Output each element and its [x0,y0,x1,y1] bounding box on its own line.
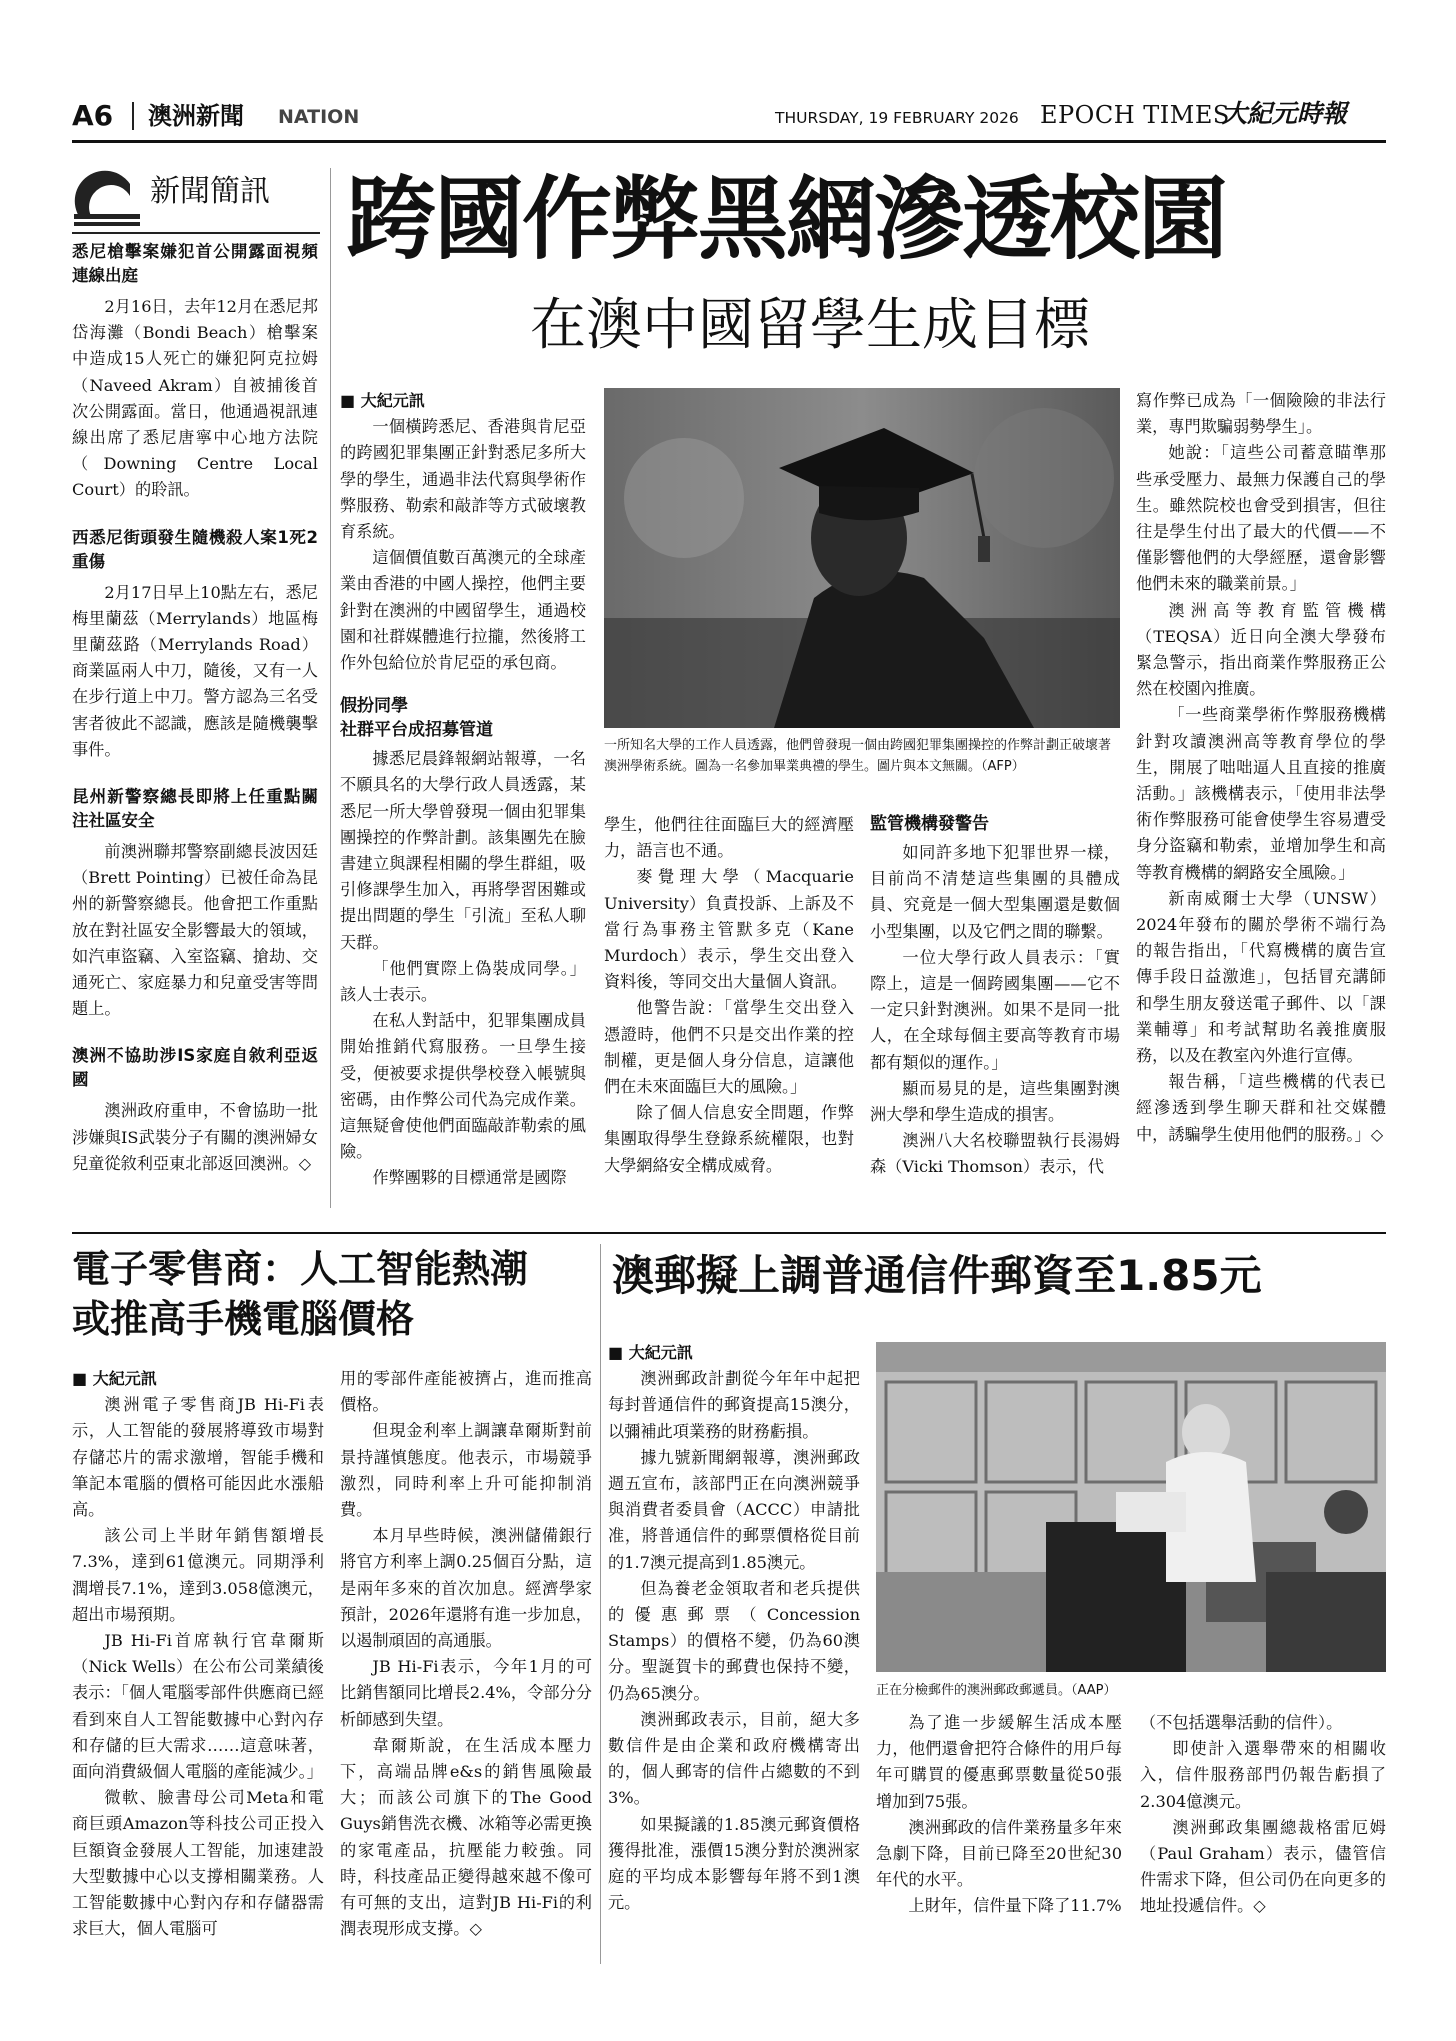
lead-paragraph: 這個價值數百萬澳元的全球產業由香港的中國人操控，他們主要針對在澳洲的中國留學生，通過校園和社群媒體進行拉攏，然後將工作外包給位於肯尼亞的承包商。 [340,548,586,673]
lead-paragraph: 「一些商業學術作弊服務機構針對攻讀澳洲高等教育學位的學生，開展了咄咄逼人且直接的推廣活動。」該機構表示，「使用非法學術作弊服務可能會使學生容易遭受身分盜竊和勒索，並增加學生和高等教育機構的網路安全風險。」 [1136,705,1386,882]
lead-paragraph: 學生，他們往往面臨巨大的經濟壓力，語言也不通。 [604,815,854,861]
story2-paragraph: 韋爾斯說，在生活成本壓力下，高端品牌e&s的銷售風險最大；而該公司旗下的The Good Guys銷售洗衣機、冰箱等必需更換的家電產品，抗壓能力較強。同時，科技產品正變得越來越不像可有可無的支出，這對JB Hi-Fi的利潤表現形成支撐。◇ [340,1735,592,1939]
lead-paragraph: 新南威爾士大學（UNSW）2024年發布的關於學術不端行為的報告指出，「代寫機構的廣告宣傳手段日益激進」，包括冒充講師和學生朋友發送電子郵件、以「課業輔導」和考試幫助名義推廣服務，以及在教室內外進行宣傳。 [1136,888,1386,1066]
lead-paragraph: 作弊團夥的目標通常是國際 [372,1168,567,1188]
lead-photo-caption: 一所知名大學的工作人員透露，他們曾發現一個由跨國犯罪集團操控的作弊計劃正破壞著澳洲學術系統。圖為一名參加畢業典禮的學生。圖片與本文無關。（AFP） [604,738,1112,774]
story3-paragraph: 上財年，信件量下降了11.7% [908,1896,1122,1916]
briefs-column [72,236,318,1177]
story3-paragraph: 澳洲郵政表示，目前，絕大多數信件是由企業和政府機構寄出的，個人郵寄的信件占總數的不到3%。 [608,1709,860,1808]
story2-column-2 [340,1366,592,1942]
lead-paragraph: 「他們實際上偽裝成同學。」該人士表示。 [340,958,586,1005]
lead-subhead-3: 監管機構發警告 [870,814,989,834]
lead-paragraph: 一位大學行政人員表示：「實際上，這是一個跨國集團——它不一定只針對澳洲。如果不是同一批人，在全球每個主要高等教育市場都有類似的運作。」 [870,947,1120,1072]
story2-column-1 [72,1366,324,1942]
story2-paragraph: JB Hi-Fi表示，今年1月的可比銷售額同比增長2.4%，令部分分析師感到失望。 [340,1657,592,1729]
lead-paragraph: 據悉尼晨鋒報網站報導，一名不願具名的大學行政人員透露，某悉尼一所大學曾發現一個由犯罪集團操控的作弊計劃。該集團先在臉書建立與課程相關的學生群組，吸引修課學生加入，再將學習困難或提出問題的學生「引流」至私人聊天群。 [340,749,586,952]
section-label: NATION [278,106,360,128]
story2-paragraph: 但現金利率上調讓韋爾斯對前景持謹慎態度。他表示，市場競爭激烈，同時利率上升可能抑制消費。 [340,1421,592,1520]
lead-paragraph: 他警告說：「當學生交出登入憑證時，他們不只是交出作業的控制權，更是個人身分信息，這讓他們在未來面臨巨大的風險。」 [604,998,854,1097]
briefs-logo [72,170,142,228]
lead-subhead-2-line2: 社群平台成招募管道 [340,720,493,741]
story3-column-2 [876,1710,1122,1920]
story2-headline-line2: 或推高手機電腦價格 [72,1297,415,1341]
brief-title: 西悉尼街頭發生隨機殺人案1死2重傷 [72,527,318,571]
lead-paragraph: 寫作弊已成為「一個險險的非法行業，專門欺騙弱勢學生」。 [1136,391,1386,437]
story3-paragraph: 據九號新聞網報導，澳洲郵政週五宣布，該部門正在向澳洲競爭與消費者委員會（ACCC）申請批准，將普通信件的郵票價格從目前的1.7澳元提高到1.85澳元。 [608,1447,860,1572]
lead-subhead-2-line1: 假扮同學 [340,696,408,717]
story3-paragraph: 但為養老金領取者和老兵提供的優惠郵票（Concession Stamps）的價格不變，仍為60澳分。聖誕賀卡的郵費也保持不變，仍為65澳分。 [608,1578,860,1703]
brief-body: 前澳洲聯邦警察副總長波因廷（Brett Pointing）已被任命為昆州的新警察總長。他會把工作重點放在對社區安全影響最大的領域，如汽車盜竊、入室盜竊、搶劫、交通死亡、家庭暴力和兒童受害等問題上。 [72,842,318,1019]
brief-body: 澳洲政府重申，不會協助一批涉嫌與IS武裝分子有關的澳洲婦女兒童從敘利亞東北部返回澳洲。◇ [72,1101,318,1173]
story3-source: ■ 大紀元訊 [608,1340,860,1366]
lead-column-2 [604,812,854,1179]
lead-paragraph: 她說：「這些公司蓄意瞄準那些承受壓力、最無力保護自己的學生。雖然院校也會受到損害，但往往是學生付出了最大的代價——不僅影響他們的大學經歷，還會影響他們未來的職業前景。」 [1136,443,1386,594]
briefs-heading: 新聞簡訊 [150,174,270,209]
postal-worker-photo [876,1342,1386,1672]
story2-paragraph: 用的零部件產能被擠占，進而推高價格。 [340,1369,592,1415]
graduation-photo [604,388,1120,728]
brief-body: 2月17日早上10點左右，悉尼梅里蘭茲（Merrylands）地區梅里蘭茲路（Merrylands Road）商業區兩人中刀，隨後，又有一人在步行道上中刀。警方認為三名受害者彼此不認識，應該是隨機襲擊事件。 [72,582,318,759]
story2-headline-line1: 電子零售商：人工智能熱潮 [72,1247,529,1291]
postal-worker-photo-image [876,1342,1386,1672]
story2-paragraph: JB Hi-Fi首席執行官韋爾斯（Nick Wells）在公布公司業績後表示：「個人電腦零部件供應商已經看到來自人工智能數據中心對內存和存儲的巨大需求……這意味著，面向消費級個人電腦的產能減少。」 [72,1631,324,1782]
lead-paragraph: 在私人對話中，犯罪集團成員開始推銷代寫服務。一旦學生接受，便被要求提供學校登入帳號與密碼，由作弊公司代為完成作業。這無疑會使他們面臨敲詐勒索的風險。 [340,1011,586,1162]
lead-column-3 [870,812,1120,1181]
lead-source: ■ 大紀元訊 [340,388,586,414]
briefs-heading-rule [72,232,320,234]
briefs-logo-icon [72,170,142,228]
lead-paragraph: 麥覺理大學（Macquarie University）負責投訴、上訴及不當行為事務主管默多克（Kane Murdoch）表示，學生交出登入資料後，等同交出大量個人資訊。 [604,867,854,992]
story3-paragraph: 澳洲郵政集團總裁格雷厄姆（Paul Graham）表示，儘管信件需求下降，但公司仍在向更多的地址投遞信件。◇ [1140,1817,1386,1916]
story2-paragraph: 微軟、臉書母公司Meta和電商巨頭Amazon等科技公司正投入巨額資金發展人工智能，加速建設大型數據中心以支撐相關業務。人工智能數據中心對內存和存儲器需求巨大，個人電腦可 [72,1788,324,1939]
story3-paragraph: 即使計入選舉帶來的相關收入，信件服務部門仍報告虧損了2.304億澳元。 [1140,1739,1386,1811]
brief-title: 澳洲不協助涉IS家庭自敘利亞返國 [72,1046,318,1090]
lead-headline: 跨國作弊黑網滲透校園 [346,166,1226,272]
story2-paragraph: 該公司上半財年銷售額增長7.3%，達到61億澳元。同期淨利潤增長7.1%，達到3.058億澳元，超出市場預期。 [72,1526,324,1624]
section-title: 澳洲新聞 [148,102,244,130]
story3-paragraph: 澳洲郵政的信件業務量多年來急劇下降，目前已降至20世紀30年代的水平。 [876,1817,1122,1890]
graduation-photo-image [604,388,1120,728]
story-divider [600,1244,601,1964]
section-rule [72,1232,1386,1234]
story3-paragraph: 如果擬議的1.85澳元郵資價格獲得批准，漲價15澳分對於澳洲家庭的平均成本影響每年將不到1澳元。 [608,1814,860,1913]
lead-subhead: 在澳中國留學生成目標 [530,293,1090,358]
story2-headline [72,1244,592,1344]
paper-name-en: EPOCH TIMES [1040,101,1230,129]
story2-paragraph: 本月早些時候，澳洲儲備銀行將官方利率上調0.25個百分點，這是兩年多來的首次加息。經濟學家預計，2026年還將有進一步加息，以遏制頑固的高通脹。 [340,1526,592,1651]
lead-paragraph: 一個橫跨悉尼、香港與肯尼亞的跨國犯罪集團正針對悉尼多所大學的學生，通過非法代寫與學術作弊服務、勒索和敲詐等方式破壞教育系統。 [340,417,586,542]
story3-headline: 澳郵擬上調普通信件郵資至1.85元 [612,1251,1262,1300]
story3-paragraph: 為了進一步緩解生活成本壓力，他們還會把符合條件的用戶每年可購買的優惠郵票數量從50張增加到75張。 [876,1713,1122,1811]
lead-subhead-2 [340,694,586,742]
brief-body: 2月16日，去年12月在悉尼邦岱海灘（Bondi Beach）槍擊案中造成15人死亡的嫌犯阿克拉姆（Naveed Akram）自被捕後首次公開露面。當日，他通過視訊連線出席了悉尼唐寧中心地方法院（Downing Centre Local Court）的聆訊。 [72,297,318,500]
brief-title: 昆州新警察總長即將上任重點關注社區安全 [72,787,318,831]
story3-column-3 [1140,1710,1386,1920]
lead-paragraph: 除了個人信息安全問題，作弊集團取得學生登錄系統權限，也對大學網絡安全構成威脅。 [604,1103,854,1175]
briefs-divider [330,168,331,1208]
lead-column-4 [1136,388,1386,1148]
story2-source: ■ 大紀元訊 [72,1366,324,1392]
story2-paragraph: 澳洲電子零售商JB Hi-Fi表示，人工智能的發展將導致市場對存儲芯片的需求激增，智能手機和筆記本電腦的價格可能因此水漲船高。 [72,1395,324,1520]
story3-photo-caption: 正在分檢郵件的澳洲郵政郵遞員。（AAP） [876,1683,1117,1698]
paper-name-cn: 大紀元時報 [1222,99,1348,128]
story3-paragraph: （不包括選舉活動的信件）。 [1140,1713,1343,1732]
story3-column-1 [608,1340,860,1916]
lead-paragraph: 如同許多地下犯罪世界一樣，目前尚不清楚這些集團的具體成員、究竟是一個大型集團還是數個小型集團，以及它們之間的聯繫。 [870,843,1120,941]
story3-paragraph: 澳洲郵政計劃從今年年中起把每封普通信件的郵資提高15澳分，以彌補此項業務的財務虧損。 [608,1369,860,1441]
brief-title: 悉尼槍擊案嫌犯首公開露面視頻連線出庭 [72,242,318,285]
lead-paragraph: 報告稱，「這些機構的代表已經滲透到學生聊天群和社交媒體中，誘騙學生使用他們的服務。」◇ [1136,1072,1386,1144]
lead-paragraph: 澳洲高等教育監管機構（TEQSA）近日向全澳大學發布緊急警示，指出商業作弊服務正公然在校園內推廣。 [1136,600,1386,699]
issue-date: THURSDAY, 19 FEBRUARY 2026 [775,109,1019,127]
lead-column-1 [340,388,586,1192]
masthead-rule [72,140,1386,143]
lead-paragraph: 顯而易見的是，這些集團對澳洲大學和學生造成的損害。 [870,1078,1120,1125]
lead-paragraph: 澳洲八大名校聯盟執行長湯姆森（Vicki Thomson）表示，代 [870,1131,1120,1177]
masthead-divider [132,102,134,130]
page-number: A6 [72,99,114,132]
